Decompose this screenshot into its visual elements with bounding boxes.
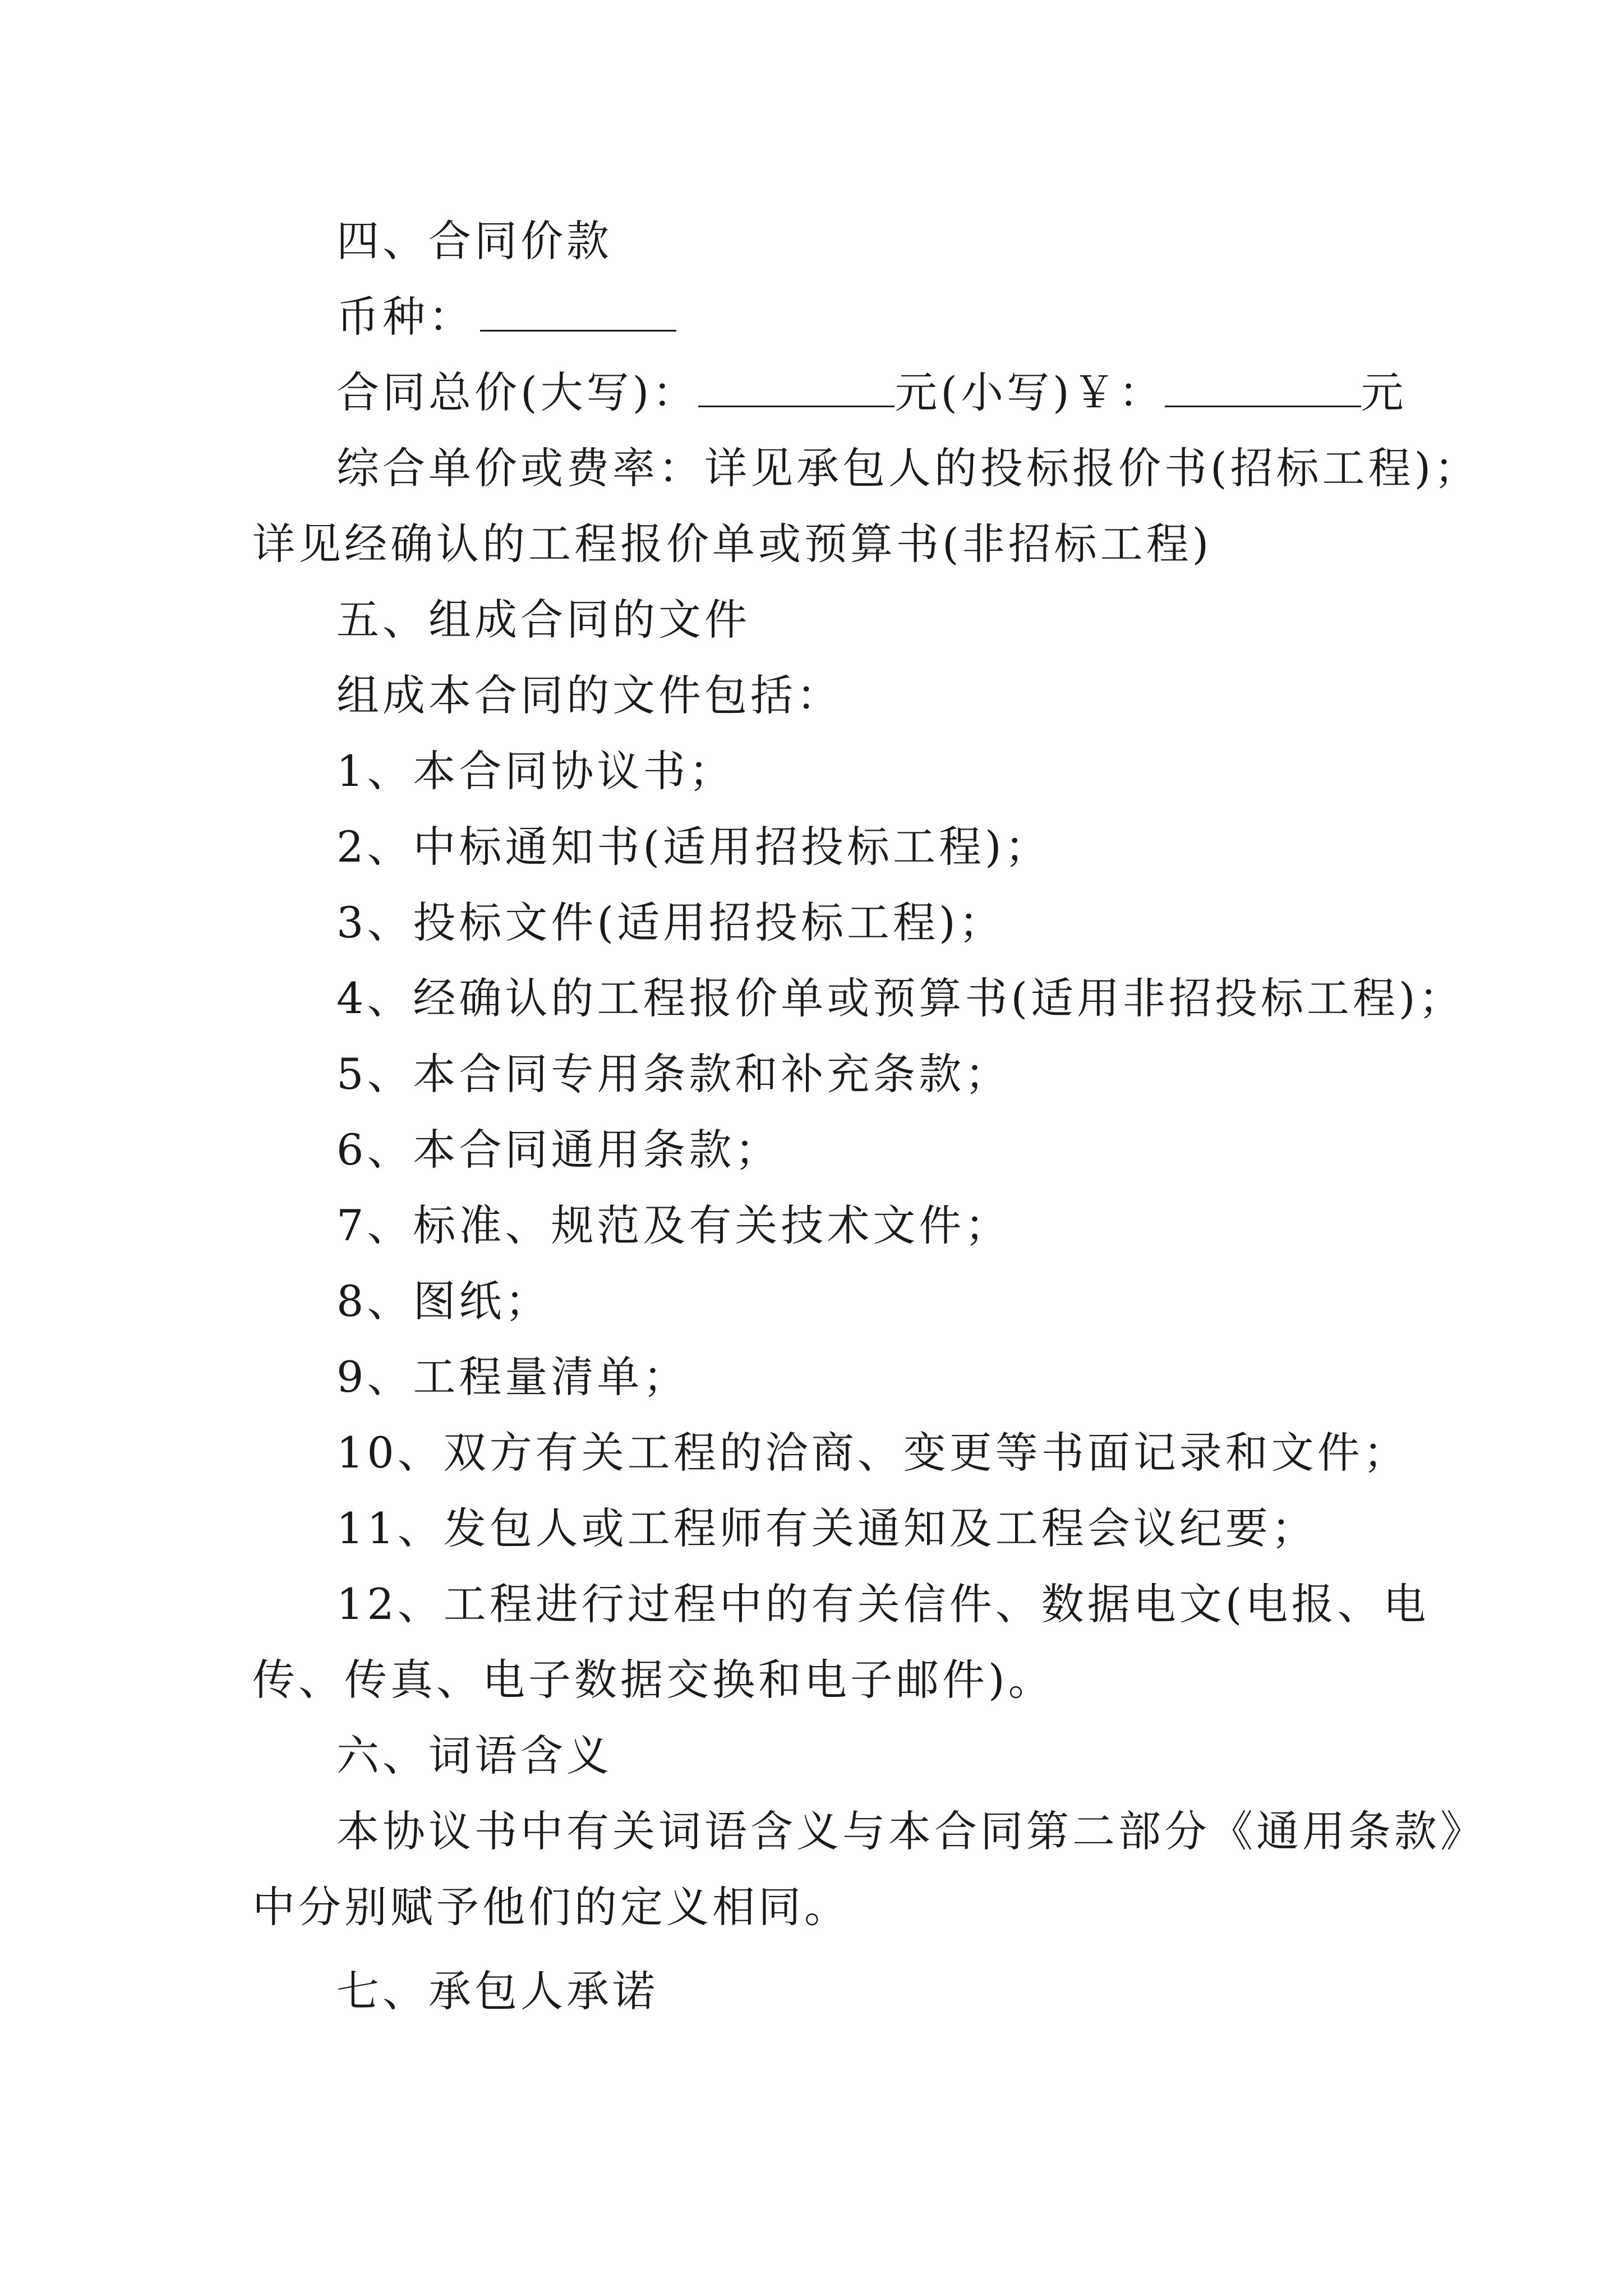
list-item: 12、工程进行过程中的有关信件、数据电文(电报、电: [336, 1579, 1430, 1629]
section6-heading: 六、词语含义: [336, 1731, 612, 1780]
list-item: 10、双方有关工程的洽商、变更等书面记录和文件；: [336, 1428, 1409, 1478]
total-price-upper-field: [698, 372, 895, 407]
yuan-label: 元: [1361, 367, 1407, 417]
total-price-label: 合同总价(大写)：: [336, 367, 699, 417]
list-item: 4、经确认的工程报价单或预算书(适用非招投标工程)；: [336, 973, 1465, 1023]
section7-heading: 七、承包人承诺: [336, 1966, 658, 2016]
list-item-continuation: 传、传真、电子数据交换和电子邮件)。: [252, 1655, 1054, 1705]
total-price-lower-field: [1165, 372, 1361, 407]
unit-price-line-1: 综合单价或费率：详见承包人的投标报价书(招标工程)；: [336, 443, 1481, 493]
section5-heading: 五、组成合同的文件: [336, 595, 750, 645]
currency-field: [480, 296, 676, 332]
list-item: 3、投标文件(适用招投标工程)；: [336, 898, 1005, 947]
list-item: 5、本合同专用条款和补充条款；: [336, 1049, 1011, 1099]
section5-intro: 组成本合同的文件包括：: [336, 670, 842, 720]
list-item: 9、工程量清单；: [336, 1352, 689, 1402]
yuan-lower-label: 元(小写)￥：: [895, 367, 1165, 417]
list-item: 8、图纸；: [336, 1276, 551, 1326]
list-item: 6、本合同通用条款；: [336, 1125, 781, 1175]
section6-text-line-1: 本协议书中有关词语含义与本合同第二部分《通用条款》: [336, 1806, 1486, 1856]
unit-price-line-2: 详见经确认的工程报价单或预算书(非招标工程): [252, 519, 1212, 569]
currency-row: [336, 289, 1486, 345]
list-item: 1、本合同协议书；: [336, 746, 735, 796]
section4-heading: 四、合同价款: [336, 216, 612, 266]
total-price-row: [336, 365, 1486, 421]
list-item: 7、标准、规范及有关技术文件；: [336, 1200, 1011, 1250]
currency-label: 币种：: [336, 292, 474, 342]
list-item: 11、发包人或工程师有关通知及工程会议纪要；: [336, 1503, 1317, 1553]
list-item: 2、中标通知书(适用招投标工程)；: [336, 822, 1051, 872]
section6-text-line-2: 中分别赋予他们的定义相同。: [252, 1882, 850, 1932]
